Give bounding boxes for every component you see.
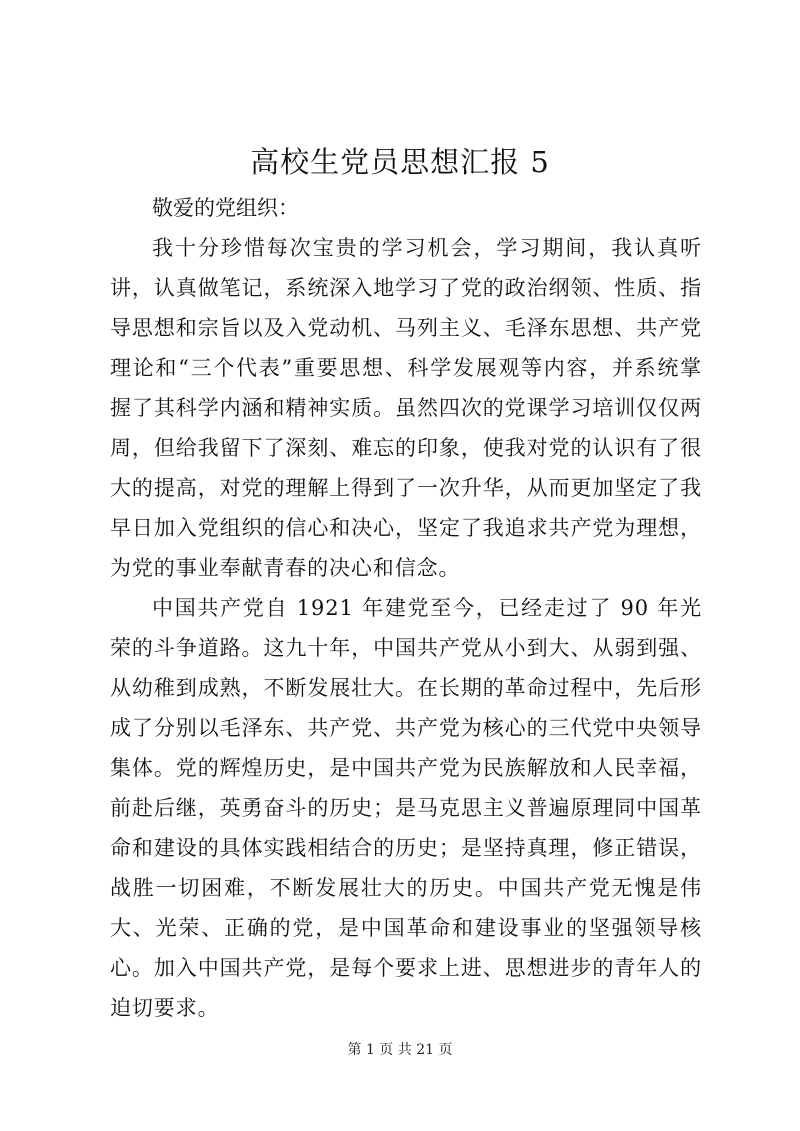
page-footer: 第 1 页 共 21 页 <box>347 1042 453 1058</box>
document-title: 高校生党员思想汇报 5 <box>250 145 550 179</box>
document-body <box>110 188 702 1028</box>
paragraph-2: 中国共产党自 1921 年建党至今，已经走过了 90 年光荣的斗争道路。这九十年，中国共产党从小到大、从弱到强、从幼稚到成熟，不断发展壮大。在长期的革命过程中，先后形成了分别以毛泽东、共产党、共产党为核心的三代党中央领导集体。党的辉煌历史，是中国共产党为民族解放和人民幸福，前赴后继，英勇奋斗的历史；是马克思主义普遍原理同中国革命和建设的具体实践相结合的历史；是坚持真理，修正错误，战胜一切困难，不断发展壮大的历史。中国共产党无愧是伟大、光荣、正确的党，是中国革命和建设事业的坚强领导核心。加入中国共产党，是每个要求上进、思想进步的青年人的迫切要求。 <box>110 596 702 1020</box>
salutation: 敬爱的党组织： <box>152 196 299 220</box>
paragraph-1: 我十分珍惜每次宝贵的学习机会，学习期间，我认真听讲，认真做笔记，系统深入地学习了党的政治纲领、性质、指导思想和宗旨以及入党动机、马列主义、毛泽东思想、共产党理论和“三个代表”重要思想、科学发展观等内容，并系统掌握了其科学内涵和精神实质。虽然四次的党课学习培训仅仅两周，但给我留下了深刻、难忘的印象，使我对党的认识有了很大的提高，对党的理解上得到了一次升华，从而更加坚定了我早日加入党组织的信心和决心，坚定了我追求共产党为理想，为党的事业奉献青春的决心和信念。 <box>110 236 702 580</box>
